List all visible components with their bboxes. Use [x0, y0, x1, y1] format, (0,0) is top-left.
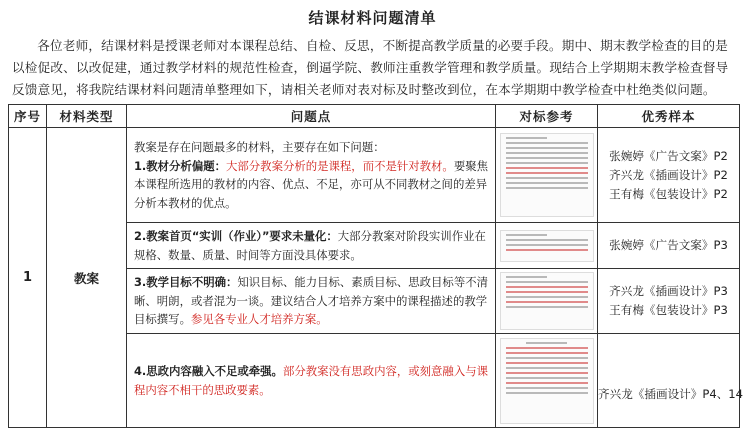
intro-paragraph	[12, 35, 734, 101]
reference-thumbnail-image	[500, 338, 594, 424]
header-sample: 优秀样本	[598, 105, 740, 128]
sample-item: 王有梅《包装设计》P2	[609, 186, 728, 201]
intro-text: 各位老师，结课材料是授课老师对本课程总结、自检、反思，不断提高教学质量的必要手段。期中、期末教学检查的目的是以检促改、以改促建，通过教学材料的规范性检查，倒逼学院、教师注重教学管理和教学质量。现结合上学期期末教学检查督导反馈意见，将我院结课材料问题清单整理如下，请相关老师对表对标及时整改到位，在本学期期中教学检查中杜绝类似问题。	[12, 38, 729, 97]
issue-table	[8, 104, 744, 428]
reference-thumbnail-cell	[496, 334, 598, 428]
header-reference: 对标参考	[496, 105, 598, 128]
sample-cell	[598, 269, 740, 334]
sample-cell	[598, 223, 740, 269]
sample-item: 齐兴龙《插画设计》P3	[609, 284, 728, 298]
reference-thumbnail-image	[500, 133, 594, 217]
issue-title: 1.教材分析偏题：	[134, 158, 226, 173]
header-no: 序号	[9, 105, 47, 128]
row-number: 1	[9, 128, 47, 428]
header-type: 材料类型	[47, 105, 127, 128]
reference-thumbnail-image	[500, 230, 594, 262]
issue-text: 大部分教案对阶段实训作业在规格、数量、质量、时间等方面没具体要求。	[134, 229, 486, 262]
reference-thumbnail-image	[500, 272, 594, 330]
sample-cell	[598, 128, 740, 223]
issue-cell	[127, 269, 496, 334]
issue-title: 2.教案首页“实训（作业）”要求未量化：	[134, 229, 338, 243]
issue-highlight: 大部分教案分析的是课程，而不是针对教材。	[226, 158, 454, 173]
issue-cell	[127, 128, 496, 223]
issue-title: 4.思政内容融入不足或牵强。	[134, 364, 283, 378]
issue-cell	[127, 334, 496, 428]
issue-highlight: 参见各专业人才培养方案。	[190, 312, 328, 327]
sample-item: 王有梅《包装设计》P3	[609, 303, 728, 317]
sample-item: 齐兴龙《插画设计》P4、14	[598, 387, 744, 401]
issue-lead: 教案是存在问题最多的材料，主要存在如下问题：	[134, 140, 385, 154]
table-row	[9, 128, 740, 223]
material-type: 教案	[47, 128, 127, 428]
sample-item: 张婉婷《广告文案》P2	[609, 148, 728, 163]
reference-thumbnail-cell	[496, 128, 598, 223]
sample-item: 张婉婷《广告文案》P3	[609, 238, 728, 252]
issue-highlight: 部分教案没有思政内容，或刻意融入与课程内容不相干的思政要素。	[134, 364, 488, 397]
sample-cell	[598, 334, 744, 428]
reference-thumbnail-cell	[496, 223, 598, 269]
issue-text: 知识目标、能力目标、素质目标、思政目标等不清晰、明朗，或者混为一谈。建议结合人才培养方案中的课程描述的教学目标撰写。	[134, 275, 488, 327]
reference-thumbnail-cell	[496, 269, 598, 334]
table-header-row	[9, 105, 740, 128]
sample-item: 齐兴龙《插画设计》P2	[609, 167, 728, 182]
issue-text: 要聚焦本课程所选用的教材的内容、优点、不足，亦可从不同教材之间的差异分析本教材的优点。	[134, 158, 489, 210]
page-title: 结课材料问题清单	[308, 9, 437, 27]
header-issue: 问题点	[127, 105, 496, 128]
issue-cell	[127, 223, 496, 269]
issue-title: 3.教学目标不明确：	[134, 275, 238, 290]
